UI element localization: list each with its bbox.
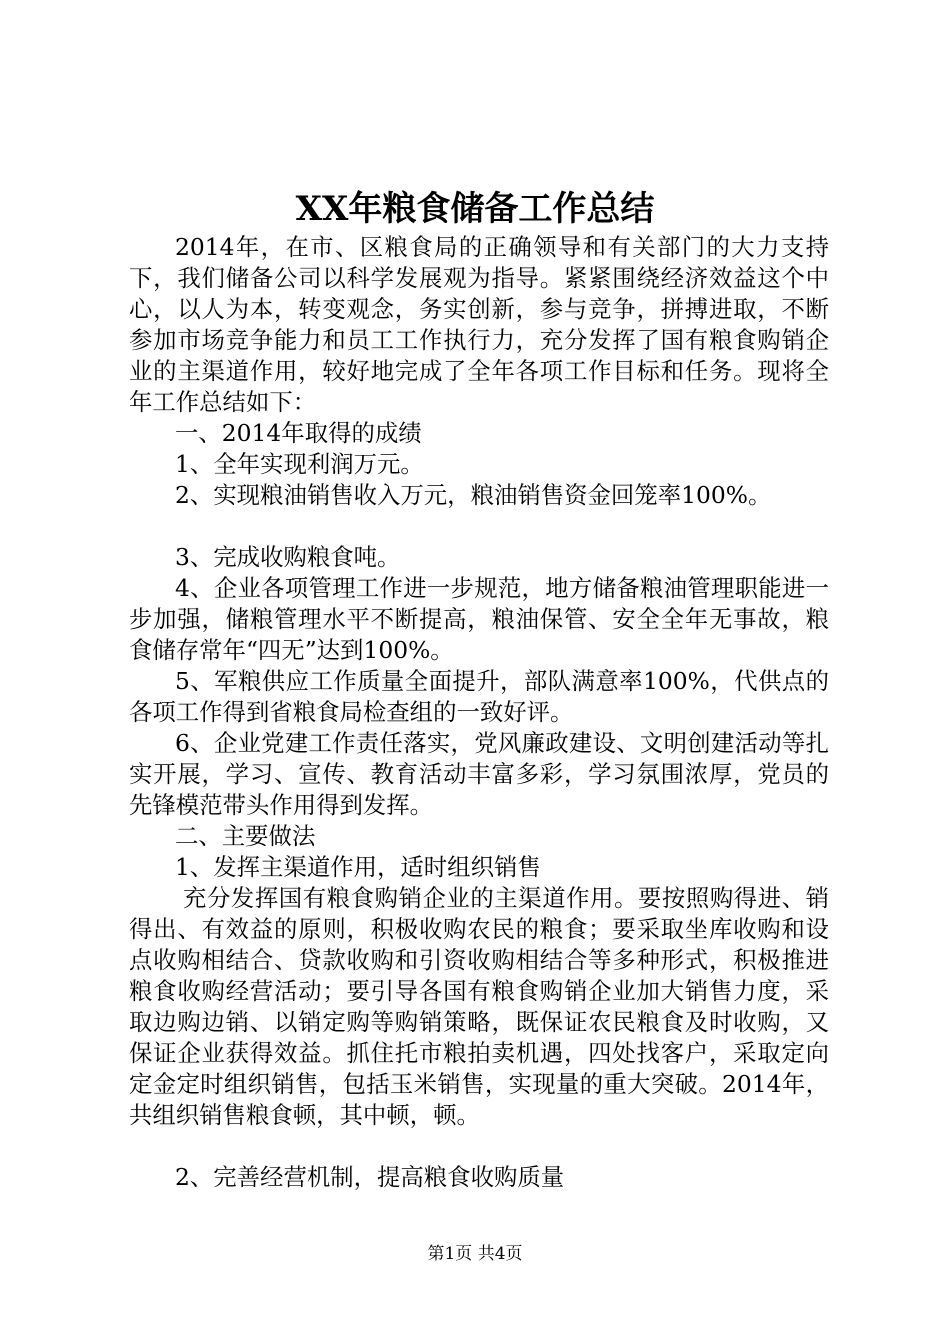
- list-item: 3、完成收购粮食吨。: [175, 543, 401, 571]
- list-item: 4、企业各项管理工作进一步规范，地方储备粮油管理职能进一步加强，储粮管理水平不断提高，粮油保管、安全全年无事故，粮食储存常年“四无”达到100%。: [129, 574, 829, 664]
- list-item: 2、实现粮油销售收入万元，粮油销售资金回笼率100%。: [175, 481, 772, 509]
- blank-line: [129, 511, 829, 542]
- list-item: 6、企业党建工作责任落实，党风廉政建设、文明创建活动等扎实开展，学习、宣传、教育活动丰富多彩，学习氛围浓厚，党员的先锋模范带头作用得到发挥。: [129, 729, 829, 819]
- list-item: 1、全年实现利润万元。: [175, 450, 424, 478]
- subsection-heading: 2、完善经营机制，提高粮食收购质量: [175, 1163, 565, 1191]
- section-heading-methods: 二、主要做法: [175, 822, 316, 850]
- paragraph-intro: 2014年，在市、区粮食局的正确领导和有关部门的大力支持下，我们储备公司以科学发展观为指导。紧紧围绕经济效益这个中心，以人为本，转变观念，务实创新，参与竞争，拼搏进取，不断参加市场竞争能力和员工工作执行力，充分发挥了国有粮食购销企业的主渠道作用，较好地完成了全年各项工作目标和任务。现将全年工作总结如下：: [129, 233, 829, 416]
- page-footer: 第1页 共4页: [427, 1244, 523, 1264]
- document-title: XX年粮食储备工作总结: [295, 189, 655, 229]
- blank-line: [129, 1131, 829, 1162]
- document-body: [129, 232, 829, 1193]
- list-item: 5、军粮供应工作质量全面提升，部队满意率100%，代供点的各项工作得到省粮食局检查组的一致好评。: [129, 667, 829, 726]
- section-heading-achievements: 一、2014年取得的成绩: [175, 419, 422, 447]
- subsection-heading: 1、发挥主渠道作用，适时组织销售: [175, 853, 541, 881]
- paragraph-sales: 充分发挥国有粮食购销企业的主渠道作用。要按照购得进、销得出、有效益的原则，积极收购农民的粮食；要采取坐库收购和设点收购相结合、贷款收购和引资收购相结合等多种形式，积极推进粮食收购经营活动；要引导各国有粮食购销企业加大销售力度，采取边购边销、以销定购等购销策略，既保证农民粮食及时收购，又保证企业获得效益。抓住托市粮拍卖机遇，四处找客户，采取定向定金定时组织销售，包括玉米销售，实现量的重大突破。2014年，共组织销售粮食顿，其中顿，顿。: [129, 884, 829, 1129]
